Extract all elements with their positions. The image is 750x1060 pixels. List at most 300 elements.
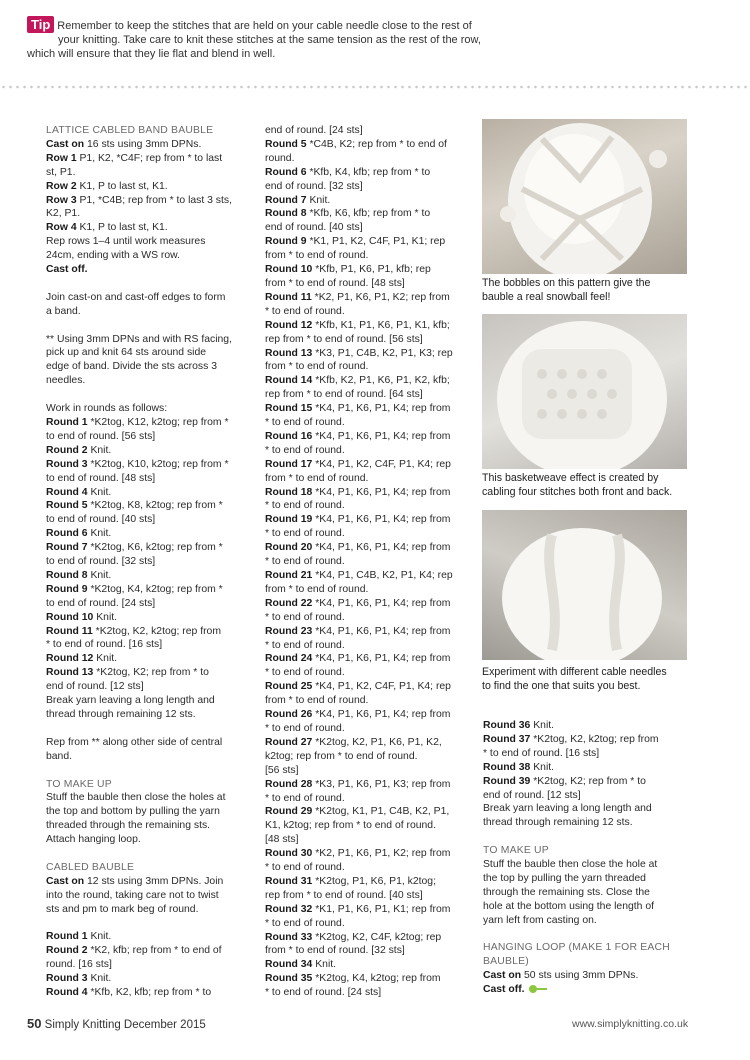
instruction-text: *K1, P1, K2, C4F, P1, K1; rep	[306, 236, 446, 248]
instruction-text: Knit.	[87, 931, 112, 943]
instruction-label: Round 13	[46, 667, 94, 679]
paragraph-gap	[46, 319, 246, 333]
instruction-label: Round 14	[265, 375, 313, 387]
pattern-line	[46, 625, 246, 639]
instruction-text: Stuff the bauble then close the hole at	[483, 859, 658, 871]
pattern-line	[46, 458, 246, 472]
instruction-label: Round 17	[265, 458, 313, 470]
instruction-label: Round 36	[483, 720, 531, 731]
instruction-label: Row 3	[46, 194, 77, 206]
pattern-line	[46, 889, 246, 903]
pattern-line	[265, 889, 465, 903]
instruction-label: Round 33	[265, 931, 313, 943]
pattern-line	[265, 513, 465, 527]
instruction-text: band.	[46, 750, 73, 762]
pattern-line	[46, 430, 246, 444]
pattern-line	[46, 833, 246, 847]
pattern-line	[483, 872, 688, 886]
pattern-line	[265, 541, 465, 555]
instruction-text: *K2tog, K2, P1, K6, P1, K2,	[312, 736, 442, 748]
instruction-text: Knit.	[530, 720, 555, 731]
section-heading: CABLED BAUBLE	[46, 861, 135, 873]
instruction-label: Round 18	[265, 486, 313, 498]
instruction-label: Round 28	[265, 778, 313, 790]
paragraph-gap	[46, 388, 246, 402]
pattern-line	[265, 347, 465, 361]
instruction-label: Round 9	[265, 236, 307, 248]
pattern-line	[265, 319, 465, 333]
pattern-line	[265, 458, 465, 472]
instruction-label: Round 1	[46, 416, 88, 428]
instruction-text: the top by pulling the yarn threaded	[483, 872, 646, 884]
pattern-line	[265, 958, 465, 972]
instruction-text: *K2tog, K12, k2tog; rep from *	[87, 416, 229, 428]
instruction-label: Round 38	[483, 761, 531, 773]
instruction-text: K1, P to last st, K1.	[76, 180, 168, 192]
instruction-text: sts and pm to mark beg of round.	[46, 903, 199, 915]
instruction-text: *K2tog, K6, k2tog; rep from *	[87, 542, 223, 554]
instruction-text: * to end of round.	[265, 722, 345, 734]
instruction-text: Knit.	[87, 444, 112, 456]
instruction-text: from * to end of round. [48 sts]	[265, 277, 405, 289]
instruction-text: 50 sts using 3mm DPNs.	[521, 970, 639, 982]
instruction-label: Round 1	[46, 931, 88, 943]
paragraph-gap	[46, 764, 246, 778]
instruction-text: * to end of round.	[265, 611, 345, 623]
pattern-line	[265, 249, 465, 263]
pattern-line	[46, 694, 246, 708]
instruction-label: Round 11	[46, 625, 93, 637]
instruction-text: * to end of round.	[265, 500, 345, 512]
pattern-line	[265, 180, 465, 194]
footer-website: www.simplyknitting.co.uk	[572, 1018, 689, 1030]
instruction-text: *K2, kfb; rep from * to end of	[87, 945, 222, 957]
instruction-text: yarn left from casting on.	[483, 914, 597, 926]
instruction-label: Round 2	[46, 945, 88, 957]
pattern-line	[46, 569, 246, 583]
instruction-text: *K3, P1, C4B, K2, P1, K3; rep	[312, 347, 453, 359]
pattern-line	[46, 791, 246, 805]
pattern-line	[483, 969, 688, 983]
instruction-label: Round 31	[265, 875, 313, 887]
instruction-text: threaded through the remaining sts.	[46, 820, 211, 832]
pattern-line	[265, 666, 465, 680]
instruction-label: Round 7	[265, 194, 307, 206]
tip-line-1: Tip Remember to keep the stitches that are held on your cable needle close to the rest of	[27, 16, 497, 33]
pattern-line	[483, 733, 688, 747]
instruction-label: Round 7	[46, 542, 88, 554]
instruction-text: thread through remaining 12 sts.	[483, 817, 633, 829]
pattern-line	[265, 430, 465, 444]
instruction-label: Row 4	[46, 222, 77, 234]
instruction-text: * to end of round.	[265, 917, 345, 929]
cabled-bauble-photo	[482, 510, 687, 660]
pattern-line	[46, 472, 246, 486]
pattern-line	[265, 235, 465, 249]
pattern-line	[265, 625, 465, 639]
instruction-text: from * to end of round.	[265, 361, 369, 373]
instruction-text: Knit.	[530, 761, 555, 773]
instruction-label: Round 24	[265, 653, 313, 665]
bobble-bauble-photo	[482, 119, 687, 274]
instruction-text: 16 sts using 3mm DPNs.	[84, 138, 202, 150]
instruction-label: Round 8	[46, 569, 88, 581]
pattern-line	[46, 402, 246, 416]
pattern-line	[265, 708, 465, 722]
pattern-line	[265, 333, 465, 347]
instruction-label: Round 6	[265, 166, 307, 178]
instruction-text: Knit.	[312, 959, 337, 971]
section-heading: HANGING LOOP (MAKE 1 FOR EACH	[483, 942, 670, 954]
pattern-line	[265, 291, 465, 305]
instruction-text: hole at the bottom using the length of	[483, 900, 654, 912]
pattern-line	[265, 388, 465, 402]
instruction-text: end of round. [40 sts]	[265, 222, 363, 234]
section-heading: TO MAKE UP	[46, 778, 112, 790]
pattern-line	[483, 789, 688, 803]
instruction-text: Knit.	[87, 569, 112, 581]
instruction-text: pick up and knit 64 sts around side	[46, 347, 206, 359]
instruction-text: P1, K2, *C4F; rep from * to last	[76, 152, 223, 164]
pattern-line	[46, 486, 246, 500]
paragraph-gap	[483, 830, 688, 844]
tip-badge: Tip	[27, 16, 54, 33]
pattern-line	[46, 263, 246, 277]
instruction-text: Rep from ** along other side of central	[46, 736, 223, 748]
instruction-label: Round 20	[265, 542, 313, 554]
instruction-label: Round 27	[265, 736, 313, 748]
instruction-text: thread through remaining 12 sts.	[46, 709, 196, 721]
instruction-label: Round 35	[265, 973, 313, 985]
magazine-issue: Simply Knitting December 2015	[44, 1019, 206, 1031]
photo-caption-2: This basketweave effect is created by cabling four stitches both front and back.	[482, 472, 673, 498]
instruction-label: Round 25	[265, 681, 313, 693]
pattern-line	[46, 374, 246, 388]
pattern-line	[265, 305, 465, 319]
pattern-line	[265, 152, 465, 166]
instruction-text: *K4, P1, K6, P1, K4; rep from	[312, 653, 451, 665]
photo-caption-1: The bobbles on this pattern give the bauble a real snowball feel!	[482, 277, 651, 303]
instruction-label: Round 39	[483, 775, 531, 787]
instruction-text: Work in rounds as follows:	[46, 403, 168, 415]
instruction-label: Round 23	[265, 625, 313, 637]
pattern-line	[265, 847, 465, 861]
pattern-line	[265, 833, 465, 847]
pattern-line	[483, 719, 688, 733]
pattern-line	[265, 903, 465, 917]
instruction-text: from * to end of round.	[265, 695, 369, 707]
instruction-label: Round 12	[265, 319, 313, 331]
instruction-text: *K2tog, K8, k2tog; rep from *	[87, 500, 223, 512]
instruction-text: *C4B, K2; rep from * to end of	[306, 138, 447, 150]
pattern-line	[46, 166, 246, 180]
instruction-label: Round 16	[265, 430, 313, 442]
instruction-text: *Kfb, K1, P1, K6, P1, K1, kfb;	[312, 319, 450, 331]
pattern-line	[46, 555, 246, 569]
paragraph-gap	[46, 917, 246, 931]
page-number: 50	[27, 1016, 42, 1031]
instruction-label: Cast on	[46, 875, 85, 887]
pattern-line	[265, 583, 465, 597]
pattern-line	[265, 527, 465, 541]
pattern-line	[46, 416, 246, 430]
section-heading: LATTICE CABLED BAND BAUBLE	[46, 125, 214, 136]
pattern-line	[265, 917, 465, 931]
instruction-text: from * to end of round. [32 sts]	[265, 945, 405, 957]
instruction-text: to end of round. [40 sts]	[46, 514, 156, 526]
instruction-text: * to end of round. [24 sts]	[265, 987, 382, 999]
instruction-text: a band.	[46, 305, 81, 317]
instruction-text: *Kfb, K2, kfb; rep from * to	[87, 987, 212, 999]
instruction-text: to end of round. [56 sts]	[46, 430, 156, 442]
instruction-text: *K4, P1, K6, P1, K4; rep from	[312, 709, 451, 721]
instruction-text: end of round. [12 sts]	[483, 789, 581, 801]
pattern-line	[265, 972, 465, 986]
instruction-label: Row 2	[46, 180, 77, 192]
pattern-line	[46, 805, 246, 819]
instruction-text: *K4, P1, K6, P1, K4; rep from	[312, 430, 451, 442]
instruction-text: Break yarn leaving a long length and	[483, 803, 652, 815]
pattern-end-icon	[529, 985, 537, 993]
instruction-text: *K4, P1, K6, P1, K4; rep from	[312, 625, 451, 637]
instruction-text: Knit.	[87, 528, 112, 540]
instruction-text: Stuff the bauble then close the holes at	[46, 792, 226, 804]
pattern-line	[265, 805, 465, 819]
pattern-line	[265, 875, 465, 889]
pattern-line	[46, 666, 246, 680]
tip-line-3: which will ensure that they lie flat and blend in well.	[27, 48, 276, 60]
pattern-line	[46, 194, 246, 208]
instruction-text: *K4, P1, K2, C4F, P1, K4; rep	[312, 681, 451, 693]
pattern-line	[483, 775, 688, 789]
pattern-line	[46, 903, 246, 917]
section-heading: TO MAKE UP	[483, 845, 549, 857]
instruction-text: K1, P to last st, K1.	[76, 222, 168, 234]
pattern-line	[265, 597, 465, 611]
instruction-label: Round 3	[46, 458, 88, 470]
instruction-text: 24cm, ending with a WS row.	[46, 250, 180, 262]
instruction-text: *K2, P1, K6, P1, K2; rep from	[311, 291, 450, 303]
pattern-line	[483, 747, 688, 761]
pattern-line	[46, 360, 246, 374]
pattern-line	[46, 875, 246, 889]
pattern-line	[483, 761, 688, 775]
instruction-text: *K2tog, K1, P1, C4B, K2, P1,	[312, 806, 450, 818]
instruction-label: Cast on	[46, 138, 85, 150]
pattern-column-3	[483, 719, 688, 997]
instruction-text: to end of round. [32 sts]	[46, 556, 156, 568]
instruction-text: to end of round. [24 sts]	[46, 597, 156, 609]
instruction-text: [48 sts]	[265, 834, 299, 846]
pattern-line	[46, 541, 246, 555]
pattern-line	[265, 819, 465, 833]
pattern-line	[483, 858, 688, 872]
instruction-label: Round 5	[46, 500, 88, 512]
pattern-line	[483, 802, 688, 816]
instruction-text: Attach hanging loop.	[46, 834, 141, 846]
instruction-text: * to end of round. [16 sts]	[483, 747, 600, 759]
instruction-label: Round 32	[265, 903, 313, 915]
pattern-line	[46, 346, 246, 360]
pattern-line	[46, 207, 246, 221]
instruction-text: *K4, P1, K2, C4F, P1, K4; rep	[312, 458, 451, 470]
instruction-text: * to end of round.	[265, 305, 345, 317]
instruction-text: * to end of round. [16 sts]	[46, 639, 163, 651]
instruction-text: end of round. [32 sts]	[265, 180, 363, 192]
pattern-line	[46, 152, 246, 166]
pattern-end-line	[537, 988, 547, 990]
instruction-label: Round 8	[265, 208, 307, 220]
instruction-text: *K2tog, K4, k2tog; rep from	[312, 973, 441, 985]
instruction-text: end of round. [24 sts]	[265, 125, 363, 136]
pattern-column-1	[46, 124, 246, 1000]
instruction-text: *K2tog, P1, K6, P1, k2tog;	[312, 875, 436, 887]
instruction-text: from * to end of round.	[265, 250, 369, 262]
pattern-line	[265, 263, 465, 277]
pattern-line	[46, 291, 246, 305]
pattern-line	[46, 986, 246, 1000]
pattern-line	[46, 680, 246, 694]
instruction-text: round.	[265, 152, 295, 164]
instruction-text: st, P1.	[46, 166, 76, 178]
pattern-line	[46, 736, 246, 750]
instruction-text: round. [16 sts]	[46, 959, 112, 971]
instruction-label: Round 34	[265, 959, 313, 971]
instruction-label: Cast off.	[483, 984, 525, 996]
pattern-line	[265, 444, 465, 458]
instruction-text: *K1, P1, K6, P1, K1; rep from	[312, 903, 451, 915]
pattern-line	[265, 166, 465, 180]
instruction-text: *Kfb, P1, K6, P1, kfb; rep	[312, 264, 431, 276]
instruction-label: Round 11	[265, 291, 312, 303]
instruction-text: rep from * to end of round. [56 sts]	[265, 333, 423, 345]
instruction-text: end of round. [12 sts]	[46, 681, 144, 693]
instruction-text: Break yarn leaving a long length and	[46, 695, 215, 707]
instruction-label: Round 26	[265, 709, 313, 721]
pattern-line	[265, 944, 465, 958]
instruction-label: Round 2	[46, 444, 88, 456]
pattern-line	[46, 583, 246, 597]
instruction-label: Round 30	[265, 848, 313, 860]
instruction-text: * to end of round.	[265, 792, 345, 804]
pattern-line	[265, 486, 465, 500]
pattern-line	[265, 792, 465, 806]
instruction-text: Knit.	[87, 486, 112, 498]
pattern-line	[483, 914, 688, 928]
instruction-label: Round 6	[46, 528, 88, 540]
instruction-label: Round 37	[483, 733, 531, 745]
instruction-label: Round 9	[46, 583, 88, 595]
pattern-line	[46, 819, 246, 833]
pattern-line	[483, 900, 688, 914]
pattern-line	[265, 221, 465, 235]
pattern-line	[265, 778, 465, 792]
pattern-line	[46, 972, 246, 986]
instruction-text: Knit.	[87, 973, 112, 985]
instruction-label: Round 4	[46, 486, 88, 498]
instruction-text: through the remaining sts. Close the	[483, 886, 650, 898]
pattern-line	[265, 764, 465, 778]
pattern-line	[46, 638, 246, 652]
pattern-line	[265, 736, 465, 750]
instruction-text: *K2, P1, K6, P1, K2; rep from	[312, 848, 451, 860]
pattern-line	[46, 249, 246, 263]
instruction-label: Round 15	[265, 403, 313, 415]
pattern-line	[265, 555, 465, 569]
pattern-line	[265, 277, 465, 291]
instruction-text: *K4, P1, K6, P1, K4; rep from	[312, 486, 451, 498]
instruction-text: *K3, P1, K6, P1, K3; rep from	[312, 778, 451, 790]
instruction-text: rep from * to end of round. [40 sts]	[265, 889, 423, 901]
instruction-text: Knit.	[93, 611, 118, 623]
pattern-line	[46, 305, 246, 319]
basketweave-bauble-photo	[482, 314, 687, 469]
pattern-line	[483, 816, 688, 830]
paragraph-gap	[46, 722, 246, 736]
pattern-line	[46, 527, 246, 541]
instruction-label: Round 5	[265, 138, 307, 150]
instruction-text: 12 sts using 3mm DPNs. Join	[84, 875, 224, 887]
pattern-line	[46, 444, 246, 458]
instruction-text: *K4, P1, K6, P1, K4; rep from	[312, 403, 451, 415]
photo-caption-3: Experiment with different cable needles to find the one that suits you best.	[482, 666, 667, 692]
pattern-line	[265, 861, 465, 875]
instruction-label: Round 4	[46, 987, 88, 999]
instruction-text: *K4, P1, C4B, K2, P1, K4; rep	[312, 570, 453, 581]
footer-page-info	[27, 1016, 206, 1031]
instruction-text: from * to end of round.	[265, 472, 369, 484]
pattern-line	[265, 416, 465, 430]
pattern-line	[46, 597, 246, 611]
pattern-line	[265, 652, 465, 666]
pattern-line	[265, 722, 465, 736]
pattern-line	[46, 611, 246, 625]
pattern-line	[265, 124, 465, 138]
instruction-text: *K2tog, K2, k2tog; rep from	[92, 625, 221, 637]
instruction-label: Round 10	[46, 611, 94, 623]
pattern-line	[265, 402, 465, 416]
instruction-text: * to end of round.	[265, 639, 345, 651]
pattern-line	[46, 652, 246, 666]
pattern-line	[46, 221, 246, 235]
pattern-line	[265, 750, 465, 764]
instruction-label: Round 19	[265, 514, 313, 526]
pattern-line	[265, 569, 465, 583]
pattern-line	[265, 931, 465, 945]
pattern-line	[265, 611, 465, 625]
dotted-divider	[0, 85, 750, 89]
paragraph-gap	[483, 928, 688, 942]
instruction-text: *K2tog, K4, k2tog; rep from *	[87, 583, 223, 595]
instruction-label: Round 12	[46, 653, 94, 665]
pattern-line	[265, 986, 465, 1000]
instruction-text: * to end of round.	[265, 556, 345, 568]
instruction-label: Round 10	[265, 264, 313, 276]
instruction-text: into the round, taking care not to twist	[46, 889, 219, 901]
instruction-text: *K2tog, K2; rep from * to	[530, 775, 646, 787]
pattern-line	[265, 360, 465, 374]
pattern-line	[46, 499, 246, 513]
instruction-text: *K2tog, K2, k2tog; rep from	[530, 733, 659, 745]
pattern-line	[265, 639, 465, 653]
instruction-label: Round 21	[265, 570, 313, 581]
instruction-text: K2, P1.	[46, 208, 81, 220]
instruction-label: Cast off.	[46, 264, 88, 276]
instruction-text: edge of band. Divide the sts across 3	[46, 361, 217, 373]
instruction-text: *Kfb, K6, kfb; rep from * to	[306, 208, 431, 220]
instruction-text: to end of round. [48 sts]	[46, 472, 156, 484]
instruction-label: Row 1	[46, 152, 77, 164]
